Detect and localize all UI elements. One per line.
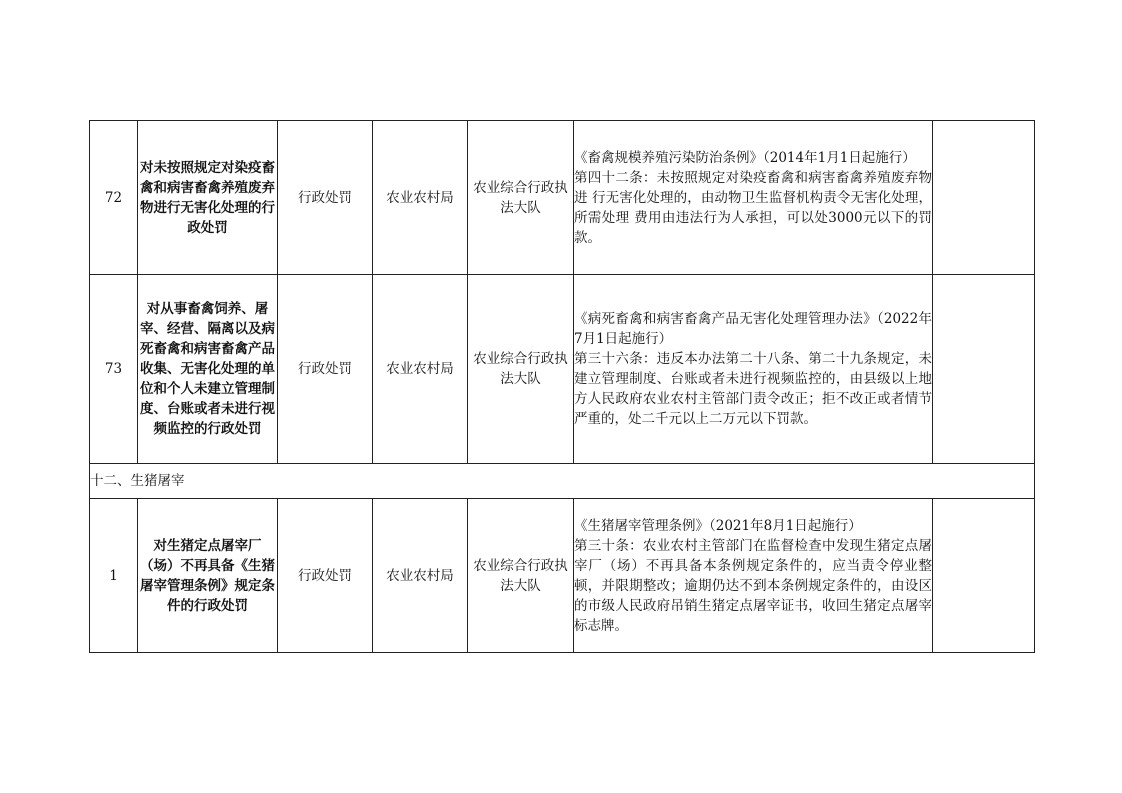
legal-basis bbox=[574, 499, 933, 653]
table-row bbox=[90, 499, 1035, 653]
remarks bbox=[933, 499, 1035, 653]
basis-article: 第三十六条：违反本办法第二十八条、第二十九条规定，未建立管理制度、台账或者未进行视频监控的，由县级以上地方人民政府农业农村主管部门责令改正；拒不改正或者情节严重的，处二千元以上二万元以下罚款。 bbox=[574, 351, 932, 427]
remarks bbox=[933, 275, 1035, 464]
enforcement-team: 农业综合行政执法大队 bbox=[468, 275, 574, 464]
item-name: 对未按照规定对染疫畜禽和病害畜禽养殖废弃物进行无害化处理的行政处罚 bbox=[138, 121, 278, 275]
basis-source: 《病死畜禽和病害畜禽产品无害化处理管理办法》（2022年7月1日起施行） bbox=[574, 311, 932, 347]
remarks bbox=[933, 121, 1035, 275]
item-number: 73 bbox=[90, 275, 138, 464]
enforcement-team: 农业综合行政执法大队 bbox=[468, 121, 574, 275]
table-row bbox=[90, 121, 1035, 275]
department: 农业农村局 bbox=[373, 275, 468, 464]
power-type: 行政处罚 bbox=[278, 121, 373, 275]
item-name: 对从事畜禽饲养、屠宰、经营、隔离以及病死畜禽和病害畜禽产品收集、无害化处理的单位和个人未建立管理制度、台账或者未进行视频监控的行政处罚 bbox=[138, 275, 278, 464]
item-name: 对生猪定点屠宰厂（场）不再具备《生猪屠宰管理条例》规定条件的行政处罚 bbox=[138, 499, 278, 653]
department: 农业农村局 bbox=[373, 499, 468, 653]
enforcement-team: 农业综合行政执法大队 bbox=[468, 499, 574, 653]
basis-source: 《生猪屠宰管理条例》（2021年8月1日起施行） bbox=[574, 517, 862, 534]
basis-article: 第四十二条：未按照规定对染疫畜禽和病害畜禽养殖废弃物进 行无害化处理的，由动物卫生监督机构责令无害化处理，所需处理 费用由违法行为人承担，可以处3000元以下的罚款。 bbox=[574, 169, 932, 246]
basis-article: 第三十条：农业农村主管部门在监督检查中发现生猪定点屠宰厂（场）不再具备本条例规定条件的，应当责令停业整顿，并限期整改；逾期仍达不到本条例规定条件的，由设区的市级人民政府吊销生猪定点屠宰证书，收回生猪定点屠宰标志牌。 bbox=[574, 537, 932, 634]
basis-source: 《畜禽规模养殖污染防治条例》（2014年1月1日起施行） bbox=[574, 149, 916, 166]
section-row bbox=[90, 464, 1035, 499]
legal-basis bbox=[574, 121, 933, 275]
legal-basis bbox=[574, 275, 933, 464]
item-number: 1 bbox=[90, 499, 138, 653]
section-title: 十二、生猪屠宰 bbox=[90, 464, 1035, 499]
power-type: 行政处罚 bbox=[278, 275, 373, 464]
item-number: 72 bbox=[90, 121, 138, 275]
penalty-table bbox=[89, 120, 1035, 653]
power-type: 行政处罚 bbox=[278, 499, 373, 653]
table-row bbox=[90, 275, 1035, 464]
department: 农业农村局 bbox=[373, 121, 468, 275]
